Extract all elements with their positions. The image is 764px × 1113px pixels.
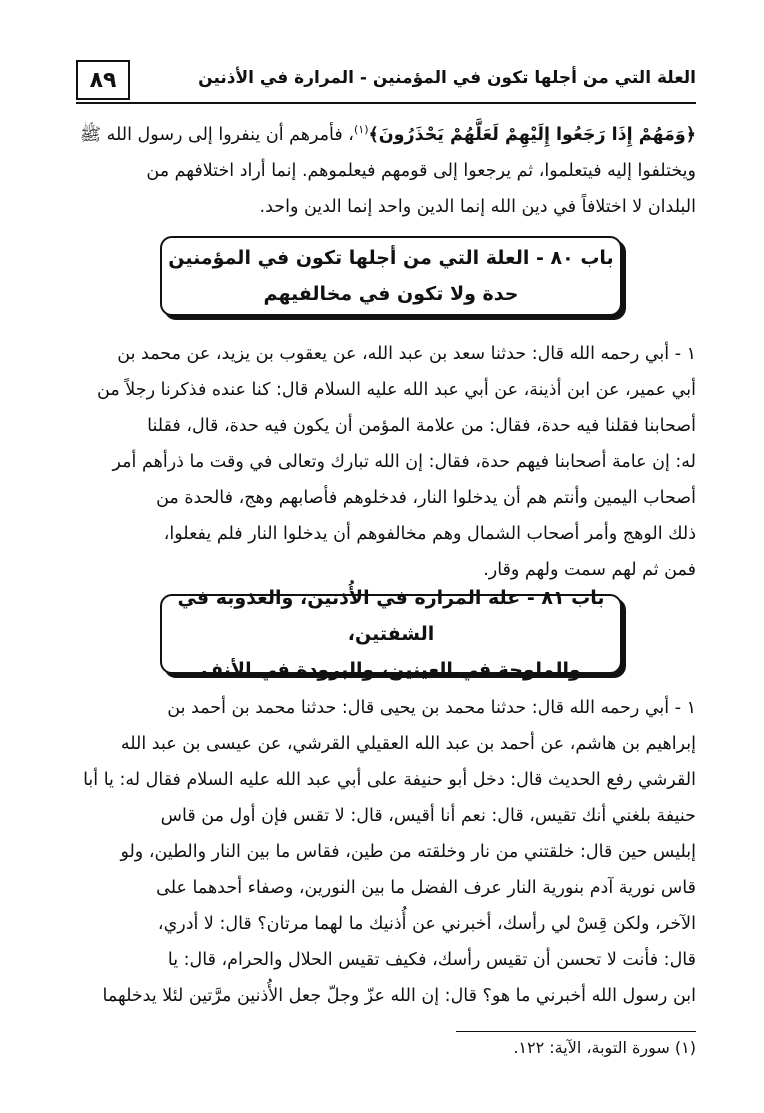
hadith-80-line: فمن ثم لهم سمت ولهم وقار.: [483, 560, 696, 580]
footnote: (١) سورة التوبة، الآية: ١٢٢.: [513, 1038, 696, 1057]
quran-fragment: ﴿وَمَهُمْ إِذَا رَجَعُوا إِلَيْهِمْ لَعَلَّهُمْ يَحْذَرُونَ﴾: [368, 124, 696, 145]
hadith-80-paragraph: [76, 336, 696, 588]
intro-line-1: [76, 112, 696, 153]
hadith-80-line: ذلك الوهج وأمر أصحاب الشمال وهم مخالفوهم أن يدخلوا النار فلم يفعلوا،: [163, 524, 696, 544]
intro-line-2: ويختلفوا إليه فيتعلموا، ثم يرجعوا إلى قومهم فيعلموهم. إنما أراد اختلافهم من: [146, 160, 696, 181]
page-header: [76, 60, 696, 104]
chapter-80-heading: [160, 236, 622, 316]
hadith-81-paragraph: [76, 690, 696, 1014]
chapter-81-title-line-1: باب ٨١ - علة المرارة في الأُذنين، والعذوبة في الشفتين،: [177, 587, 605, 645]
footnote-divider: [456, 1031, 696, 1032]
hadith-81-line: القرشي رفع الحديث قال: دخل أبو حنيفة على أبي عبد الله عليه السلام فقال له: يا أبا: [83, 770, 696, 790]
running-title: العلة التي من أجلها تكون في المؤمنين - المرارة في الأذنين: [198, 68, 696, 88]
hadith-81-line: ١ - أبي رحمه الله قال: حدثنا محمد بن يحيى قال: حدثنا محمد بن أحمد بن: [167, 698, 696, 718]
hadith-81-line: قاس نورية آدم بنورية النار عرف الفضل ما بين النورين، وصفاء أحدهما على: [156, 878, 696, 898]
hadith-81-line: إبليس حين قال: خلقتني من نار وخلقته من طين، فقاس ما بين النار والطين، ولو: [120, 842, 696, 862]
chapter-81-title-line-2: والملوحة في العينين، والبرودة في الأنف: [201, 659, 581, 681]
intro-paragraph: [76, 112, 696, 225]
hadith-80-line: أصحابنا فقلنا فيه حدة، فقال: من علامة المؤمن أن يكون فيه حدة، قال، فقلنا: [147, 416, 696, 436]
hadith-81-line: إبراهيم بن هاشم، عن أحمد بن عبد الله العقيلي القرشي، عن عيسى بن عبد الله: [120, 734, 696, 754]
hadith-81-line: حنيفة بلغني أنك تقيس، قال: نعم أنا أقيس، قال: لا تقس فإن أول من قاس: [160, 806, 696, 826]
chapter-80-title-line-2: حدة ولا تكون في مخالفيهم: [263, 283, 519, 305]
hadith-81-line: قال: فأنت لا تحسن أن تقيس رأسك، فكيف تقيس الحلال والحرام، قال: يا: [167, 950, 696, 970]
chapter-80-title-line-1: باب ٨٠ - العلة التي من أجلها تكون في المؤمنين: [168, 247, 614, 269]
hadith-80-line: أصحاب اليمين وأنتم هم أن يدخلوا النار، فدخلوهم فأصابهم وهج، فالحدة من: [156, 488, 696, 508]
hadith-81-line: ابن رسول الله أخبرني ما هو؟ قال: إن الله عزّ وجلّ جعل الأُذنين مرَّتين لئلا يدخلهما: [102, 986, 696, 1006]
hadith-81-line: الآخر، ولكن قِسْ لي رأسك، أخبرني عن أُذنيك ما لهما مرتان؟ قال: لا أدري،: [157, 914, 696, 934]
footnote-reference: (١): [353, 123, 369, 136]
intro-line-3: البلدان لا اختلافاً في دين الله إنما الدين واحد إنما الدين واحد.: [259, 196, 696, 217]
chapter-81-heading: [160, 587, 622, 681]
hadith-80-line: ١ - أبي رحمه الله قال: حدثنا سعد بن عبد الله، عن يعقوب بن يزيد، عن محمد بن: [117, 344, 696, 364]
hadith-80-line: أبي عمير، عن ابن أذينة، عن أبي عبد الله عليه السلام قال: كنا عنده فذكرنا رجلاً من: [97, 380, 696, 400]
hadith-80-line: له: إن عامة أصحابنا فيهم حدة، فقال: إن الله تبارك وتعالى في وقت ما ذرأهم أمر: [112, 452, 696, 472]
header-divider: [76, 102, 696, 104]
intro-line-1-text: ، فأمرهم أن ينفروا إلى رسول الله ﷺ: [79, 124, 354, 145]
page-number: ٨٩: [76, 60, 130, 100]
